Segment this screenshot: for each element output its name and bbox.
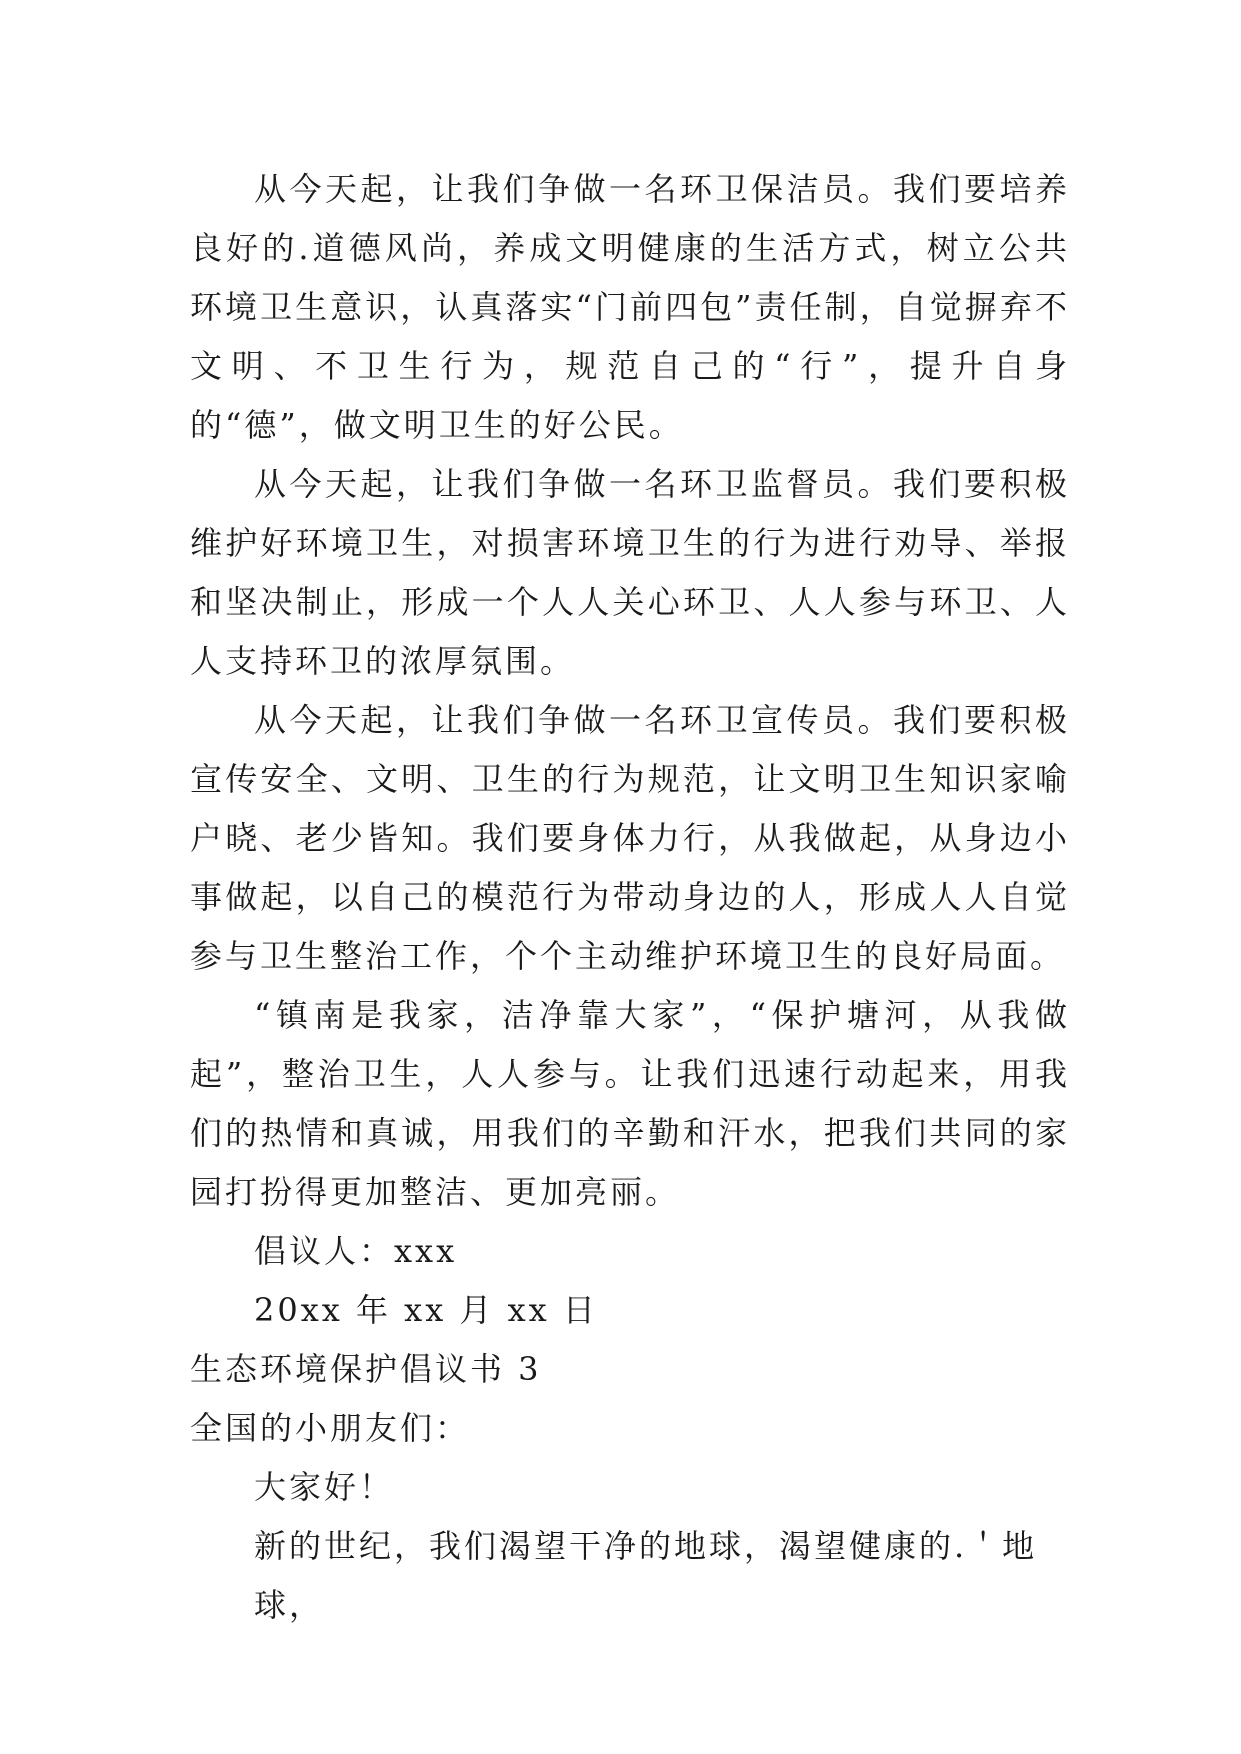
date-line: 20xx 年 xx 月 xx 日 (254, 1291, 598, 1329)
document-page (190, 160, 1070, 1635)
signer-line: 倡议人：xxx (254, 1232, 458, 1270)
greeting: 大家好！ (254, 1468, 395, 1506)
opening-line: 新的世纪，我们渴望干净的地球，渴望健康的.＇地球， (254, 1527, 1038, 1624)
paragraph-cleaner: 从今天起，让我们争做一名环卫保洁员。我们要培养良好的.道德风尚，养成文明健康的生活方式，树立公共环境卫生意识，认真落实“门前四包”责任制，自觉摒弃不文明、不卫生行为，规范自己的“行”，提升自身的“德”，做文明卫生的好公民。 (190, 170, 1070, 444)
salutation: 全国的小朋友们： (190, 1409, 471, 1447)
paragraph-promoter: 从今天起，让我们争做一名环卫宣传员。我们要积极宣传安全、文明、卫生的行为规范，让文明卫生知识家喻户晓、老少皆知。我们要身体力行，从我做起，从身边小事做起，以自己的模范行为带动身边的人，形成人人自觉参与卫生整治工作，个个主动维护环境卫生的良好局面。 (190, 701, 1070, 975)
paragraph-slogan: “镇南是我家，洁净靠大家”，“保护塘河，从我做起”，整治卫生，人人参与。让我们迅速行动起来，用我们的热情和真诚，用我们的辛勤和汗水，把我们共同的家园打扮得更加整洁、更加亮丽。 (190, 996, 1070, 1211)
section-title: 生态环境保护倡议书 3 (190, 1350, 542, 1388)
paragraph-supervisor: 从今天起，让我们争做一名环卫监督员。我们要积极维护好环境卫生，对损害环境卫生的行为进行劝导、举报和坚决制止，形成一个人人关心环卫、人人参与环卫、人人支持环卫的浓厚氛围。 (190, 465, 1070, 680)
